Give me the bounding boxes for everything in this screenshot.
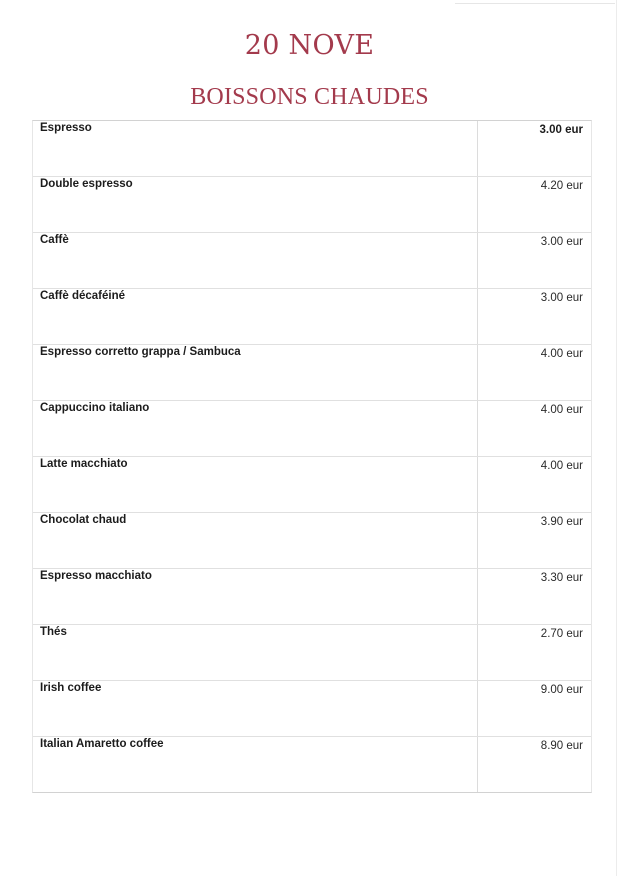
menu-row (33, 233, 591, 289)
menu-row (33, 121, 591, 177)
menu-table (32, 120, 592, 793)
item-name: Chocolat chaud (40, 514, 127, 526)
scan-edge-line (616, 0, 617, 876)
item-name: Irish coffee (40, 682, 102, 694)
scan-edge-line (455, 3, 615, 4)
item-price: 3.00 eur (539, 124, 583, 136)
restaurant-name: 20 NOVE (244, 30, 375, 61)
item-price: 3.00 eur (540, 236, 583, 248)
item-price: 2.70 eur (540, 628, 583, 640)
item-price: 4.20 eur (540, 180, 583, 192)
item-name: Cappuccino italiano (40, 402, 150, 414)
item-price: 3.90 eur (540, 516, 583, 528)
menu-row (33, 569, 591, 625)
item-price: 3.00 eur (540, 292, 583, 304)
item-name: Double espresso (40, 178, 133, 190)
item-price: 4.00 eur (540, 460, 583, 472)
item-price: 4.00 eur (540, 348, 583, 360)
item-name: Caffè (40, 234, 69, 246)
item-price: 9.00 eur (540, 684, 583, 696)
menu-row (33, 289, 591, 345)
menu-row (33, 681, 591, 737)
item-price: 4.00 eur (540, 404, 583, 416)
menu-row (33, 513, 591, 569)
item-name: Espresso corretto grappa / Sambuca (40, 346, 241, 358)
menu-row (33, 625, 591, 681)
menu-row (33, 177, 591, 233)
menu-row (33, 457, 591, 513)
item-price: 8.90 eur (540, 740, 583, 752)
item-name: Thés (40, 626, 67, 638)
section-title: BOISSONS CHAUDES (190, 84, 429, 110)
item-name: Latte macchiato (40, 458, 128, 470)
item-name: Espresso (40, 122, 92, 134)
item-name: Italian Amaretto coffee (40, 738, 164, 750)
item-name: Caffè décaféiné (40, 290, 126, 302)
menu-row (33, 345, 591, 401)
menu-row (33, 401, 591, 457)
item-price: 3.30 eur (540, 572, 583, 584)
menu-row (33, 737, 591, 794)
item-name: Espresso macchiato (40, 570, 152, 582)
